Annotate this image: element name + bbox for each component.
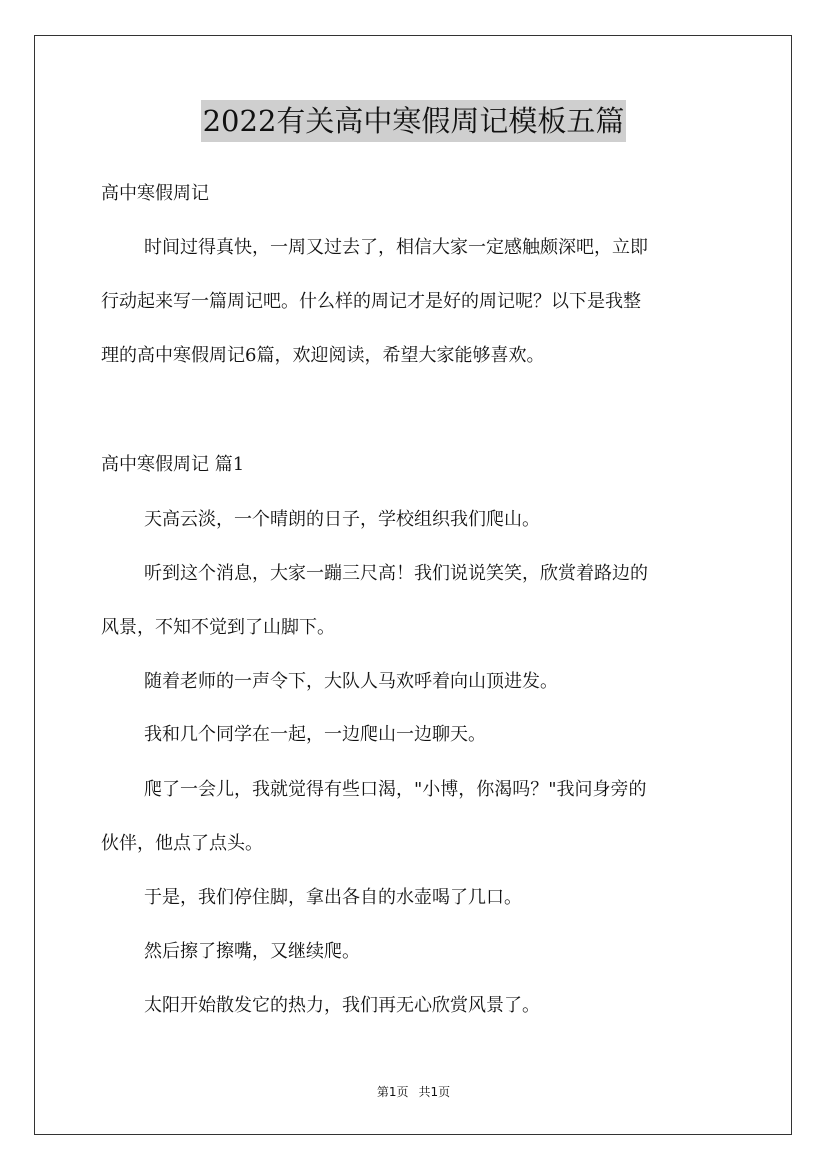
article-line: 太阳开始散发它的热力，我们再无心欣赏风景了。 [144,995,540,1016]
title-container [0,100,827,142]
page-footer [0,1084,827,1100]
article-line: 我和几个同学在一起，一边爬山一边聊天。 [144,724,486,745]
document-title: 2022有关高中寒假周记模板五篇 [201,100,627,142]
article-line: 风景，不知不觉到了山脚下。 [101,617,335,638]
article-line: 天高云淡，一个晴朗的日子，学校组织我们爬山。 [144,509,540,530]
article-line: 伙伴，他点了点头。 [101,833,263,854]
article-line: 爬了一会儿，我就觉得有些口渴，"小博，你渴吗？"我问身旁的 [144,779,647,800]
article-line: 随着老师的一声令下，大队人马欢呼着向山顶进发。 [144,671,558,692]
article-line: 于是，我们停住脚，拿出各自的水壶喝了几口。 [144,887,522,908]
section-heading: 高中寒假周记 [101,183,209,204]
page-number: 第1页 [376,1085,409,1099]
article-heading: 高中寒假周记 篇1 [101,454,245,475]
intro-line: 行动起来写一篇周记吧。什么样的周记才是好的周记呢？以下是我整 [101,291,641,312]
article-line: 然后擦了擦嘴，又继续爬。 [144,941,360,962]
intro-line: 理的高中寒假周记6篇，欢迎阅读，希望大家能够喜欢。 [101,345,545,366]
intro-line: 时间过得真快，一周又过去了，相信大家一定感触颇深吧，立即 [144,237,648,258]
page-total: 共1页 [418,1085,451,1099]
article-line: 听到这个消息，大家一蹦三尺高！我们说说笑笑，欣赏着路边的 [144,563,648,584]
